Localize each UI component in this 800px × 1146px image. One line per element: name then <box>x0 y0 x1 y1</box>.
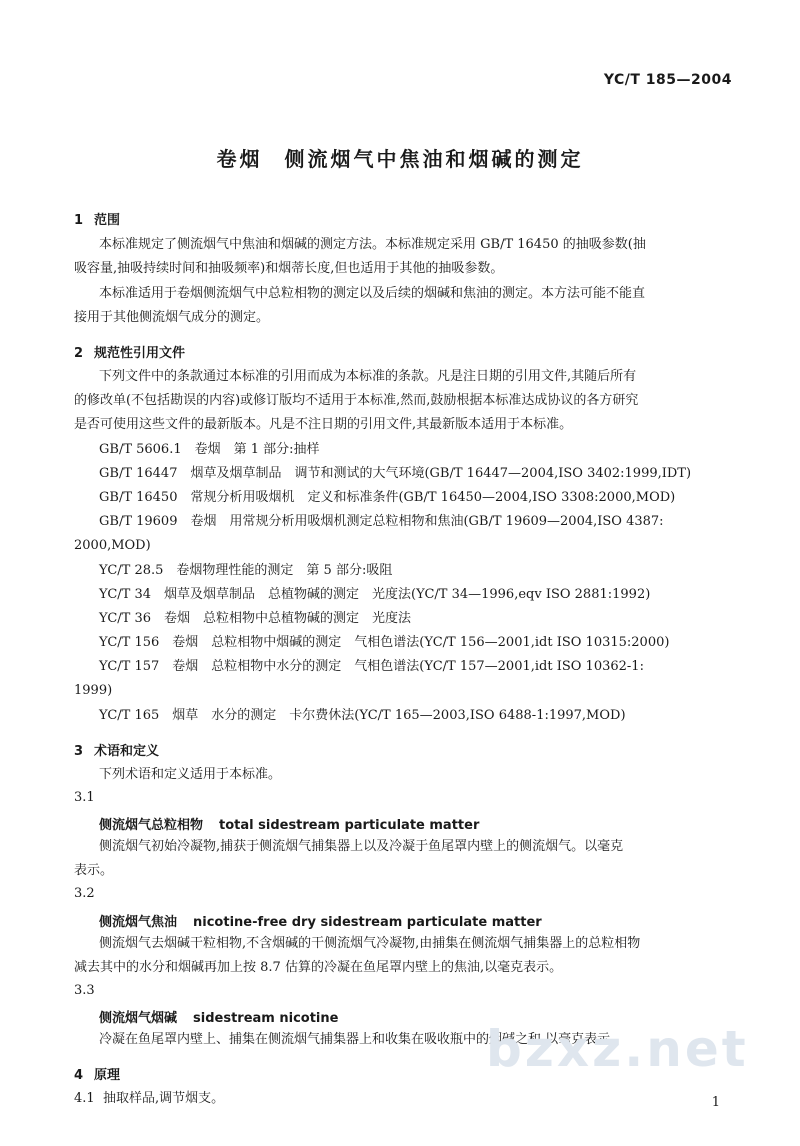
term-number: 3.1 <box>74 790 95 805</box>
page-number: 1 <box>711 1095 720 1110</box>
section-title: 术语和定义 <box>94 744 160 759</box>
term-heading <box>99 814 479 833</box>
principle-item <box>74 1090 224 1108</box>
scope-paragraph-1-line-2: 吸容量,抽吸持续时间和抽吸频率)和烟蒂长度,但也适用于其他的抽吸参数。 <box>74 261 504 276</box>
term-definition-line-2: 减去其中的水分和烟碱再加上按 8.7 估算的冷凝在鱼尾罩内壁上的焦油,以毫克表示。 <box>74 960 563 975</box>
reference-item-continued: 2000,MOD) <box>74 538 151 553</box>
scope-paragraph-2-line-2: 接用于其他侧流烟气成分的测定。 <box>74 310 270 325</box>
refs-intro-line-2: 的修改单(不包括勘误的内容)或修订版均不适用于本标准,然而,鼓励根据本标准达成协议的各方研究 <box>74 393 639 408</box>
refs-intro-line-3: 是否可使用这些文件的最新版本。凡是不注日期的引用文件,其最新版本适用于本标准。 <box>74 417 573 432</box>
term-heading <box>99 911 542 930</box>
term-zh: 侧流烟气烟碱 <box>99 1011 178 1026</box>
term-zh: 侧流烟气焦油 <box>99 915 178 930</box>
terms-intro: 下列术语和定义适用于本标准。 <box>99 767 282 782</box>
section-number: 4 <box>74 1068 84 1083</box>
term-definition-line-1: 冷凝在鱼尾罩内壁上、捕集在侧流烟气捕集器上和收集在吸收瓶中的烟碱之和,以毫克表示。 <box>99 1032 624 1047</box>
term-en: nicotine-free dry sidestream particulate matter <box>193 915 542 930</box>
principle-text: 抽取样品,调节烟支。 <box>102 1091 225 1106</box>
standard-code: YC/T 185—2004 <box>603 72 732 88</box>
reference-item: YC/T 157 卷烟 总粒相物中水分的测定 气相色谱法(YC/T 157—2001,idt ISO 10362-1: <box>99 659 644 674</box>
reference-item: YC/T 156 卷烟 总粒相物中烟碱的测定 气相色谱法(YC/T 156—2001,idt ISO 10315:2000) <box>99 635 670 650</box>
section-4-heading <box>74 1064 120 1083</box>
scope-paragraph-1-line-1: 本标准规定了侧流烟气中焦油和烟碱的测定方法。本标准规定采用 GB/T 16450 的抽吸参数(抽 <box>99 237 646 252</box>
section-title: 规范性引用文件 <box>94 346 186 361</box>
reference-item: YC/T 165 烟草 水分的测定 卡尔费休法(YC/T 165—2003,ISO 6488-1:1997,MOD) <box>99 708 626 723</box>
term-en: total sidestream particulate matter <box>219 818 480 833</box>
term-en: sidestream nicotine <box>193 1011 339 1026</box>
section-2-heading <box>74 342 185 361</box>
section-number: 1 <box>74 213 84 228</box>
title-part-1: 卷烟 <box>216 147 263 171</box>
term-definition-line-2: 表示。 <box>74 863 114 878</box>
section-3-heading <box>74 740 159 759</box>
reference-item: YC/T 34 烟草及烟草制品 总植物碱的测定 光度法(YC/T 34—1996,eqv ISO 2881:1992) <box>99 587 651 602</box>
reference-item: GB/T 16450 常规分析用吸烟机 定义和标准条件(GB/T 16450—2004,ISO 3308:2000,MOD) <box>99 490 676 505</box>
watermark: bzxz.net <box>486 1020 749 1078</box>
section-title: 范围 <box>94 213 121 228</box>
section-number: 3 <box>74 744 84 759</box>
title-part-2: 侧流烟气中焦油和烟碱的测定 <box>284 147 584 171</box>
term-heading <box>99 1007 338 1026</box>
section-number: 2 <box>74 346 84 361</box>
reference-item: GB/T 19609 卷烟 用常规分析用吸烟机测定总粒相物和焦油(GB/T 19609—2004,ISO 4387: <box>99 514 664 529</box>
reference-item: YC/T 36 卷烟 总粒相物中总植物碱的测定 光度法 <box>99 611 412 626</box>
reference-item: GB/T 16447 烟草及烟草制品 调节和测试的大气环境(GB/T 16447—2004,ISO 3402:1999,IDT) <box>99 466 692 481</box>
term-number: 3.2 <box>74 886 95 901</box>
term-number: 3.3 <box>74 983 95 998</box>
term-zh: 侧流烟气总粒相物 <box>99 818 204 833</box>
refs-intro-line-1: 下列文件中的条款通过本标准的引用而成为本标准的条款。凡是注日期的引用文件,其随后所有 <box>99 369 637 384</box>
section-1-heading <box>74 209 120 228</box>
section-title: 原理 <box>94 1068 121 1083</box>
scope-paragraph-2-line-1: 本标准适用于卷烟侧流烟气中总粒相物的测定以及后续的烟碱和焦油的测定。本方法可能不能直 <box>99 286 646 301</box>
reference-item: GB/T 5606.1 卷烟 第 1 部分:抽样 <box>99 442 320 457</box>
principle-number: 4.1 <box>74 1091 95 1106</box>
reference-item-continued: 1999) <box>74 683 113 698</box>
document-title <box>0 143 800 172</box>
term-definition-line-1: 侧流烟气去烟碱干粒相物,不含烟碱的干侧流烟气冷凝物,由捕集在侧流烟气捕集器上的总粒相物 <box>99 936 641 951</box>
reference-item: YC/T 28.5 卷烟物理性能的测定 第 5 部分:吸阻 <box>99 563 393 578</box>
term-definition-line-1: 侧流烟气初始冷凝物,捕获于侧流烟气捕集器上以及冷凝于鱼尾罩内壁上的侧流烟气。以毫克 <box>99 839 624 854</box>
